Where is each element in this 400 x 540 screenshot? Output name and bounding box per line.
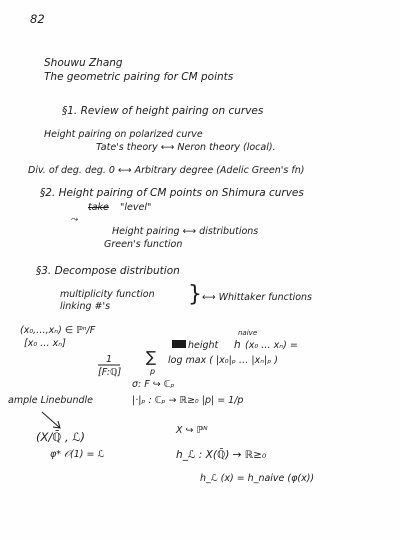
fraction-bottom: [F:ℚ] xyxy=(98,367,122,378)
arrow-shaft xyxy=(42,412,60,428)
multiplicity-line: multiplicity function xyxy=(60,289,155,300)
curly-brace: } xyxy=(188,282,202,307)
whittaker-line: ⟷ Whittaker functions xyxy=(202,292,312,303)
variety-pair: (X/ℚ̄ , ℒ) xyxy=(36,430,86,444)
section1-line3: Div. of deg. deg. 0 ⟷ Arbitrary degree (Adelic Green's fn) xyxy=(28,165,305,176)
paper-title: The geometric pairing for CM points xyxy=(44,71,234,83)
squiggle-arrow: ⤳ xyxy=(70,214,78,225)
scribble-mark xyxy=(172,340,186,348)
height-label: height xyxy=(188,340,219,351)
homogeneous-coords: [x₀ … xₙ] xyxy=(24,338,66,349)
pullback-iso: φ* 𝒪(1) = ℒ xyxy=(50,449,105,460)
author: Shouwu Zhang xyxy=(44,57,123,69)
linking-line: linking #'s xyxy=(60,301,111,312)
sum-subscript: p xyxy=(150,367,156,376)
struck-word: take xyxy=(88,202,109,213)
level-word: "level" xyxy=(120,202,152,213)
page-number: 82 xyxy=(30,12,45,26)
ample-line-bundle: ample Linebundle xyxy=(8,395,93,406)
height-formula: h_ℒ (x) = h_naive (φ(x)) xyxy=(200,473,315,484)
sum-sign: ∑ xyxy=(146,348,157,366)
section3-heading: §3. Decompose distribution xyxy=(36,265,180,277)
section1-line1: Height pairing on polarized curve xyxy=(44,129,203,140)
p-adic-norm: |·|ₚ : ℂₚ → ℝ≥₀ |p| = 1/p xyxy=(132,395,244,406)
section2-line-b: Green's function xyxy=(104,239,183,250)
projective-point: (x₀,…,xₙ) ∈ ℙⁿ/F xyxy=(20,325,96,336)
section1-heading: §1. Review of height pairing on curves xyxy=(62,105,264,117)
sigma-embedding: σ: F ↪ ℂₚ xyxy=(132,379,175,390)
log-max-expr: log max ( |x₀|ₚ … |xₙ|ₚ ) xyxy=(168,355,278,366)
section1-line2: Tate's theory ⟷ Neron theory (local). xyxy=(96,142,276,153)
h-naive: h xyxy=(234,339,241,351)
height-args: (x₀ … xₙ) = xyxy=(245,340,298,351)
section2-heading: §2. Height pairing of CM points on Shimura curves xyxy=(40,187,304,199)
naive-superscript: naive xyxy=(238,329,258,337)
projective-embedding: X ↪ ℙᴺ xyxy=(176,425,208,436)
section2-line-a: Height pairing ⟷ distributions xyxy=(112,226,259,237)
fraction-top: 1 xyxy=(106,354,113,365)
height-function: h_ℒ : X(ℚ̄) → ℝ≥₀ xyxy=(176,449,267,461)
